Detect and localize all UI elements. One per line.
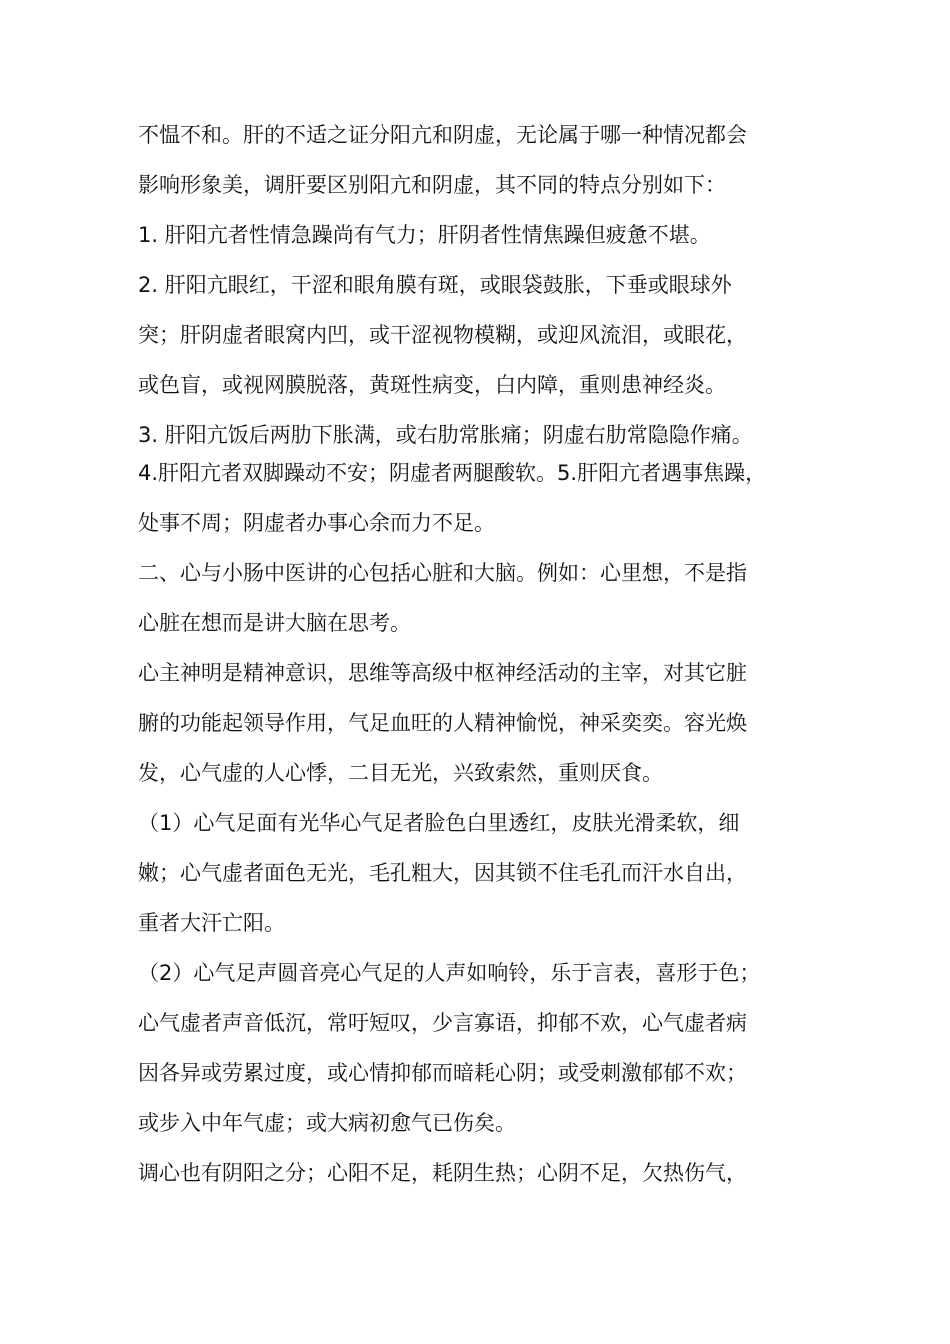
text-line: 重者大汗亡阳。 <box>138 911 285 935</box>
text-line: 3. 肝阳亢饭后两肋下胀满，或右肋常胀痛；阴虚右肋常隐隐作痛。 <box>138 423 753 447</box>
text-line: 调心也有阴阳之分；心阳不足，耗阴生热；心阴不足，欠热伤气， <box>138 1161 747 1185</box>
text-line: 4.肝阳亢者双脚躁动不安；阴虚者两腿酸软。5.肝阳亢者遇事焦躁， <box>138 461 767 485</box>
text-line: （2）心气足声圆音亮心气足的人声如响铃，乐于言表，喜形于色； <box>138 961 761 985</box>
text-line: 处事不周；阴虚者办事心余而力不足。 <box>138 511 495 535</box>
text-line: 心脏在想而是讲大脑在思考。 <box>138 611 411 635</box>
text-line: 影响形象美，调肝要区别阳亢和阴虚，其不同的特点分别如下： <box>138 173 726 197</box>
text-line: 突；肝阴虚者眼窝内凹，或干涩视物模糊，或迎风流泪，或眼花， <box>138 323 747 347</box>
text-line: 发，心气虚的人心悸，二目无光，兴致索然，重则厌食。 <box>138 761 663 785</box>
text-line: 1. 肝阳亢者性情急躁尚有气力；肝阴者性情焦躁但疲惫不堪。 <box>138 223 711 247</box>
text-line: 心主神明是精神意识，思维等高级中枢神经活动的主宰，对其它脏 <box>138 661 747 685</box>
text-line: 腑的功能起领导作用，气足血旺的人精神愉悦，神采奕奕。容光焕 <box>138 711 747 735</box>
text-line: 二、心与小肠中医讲的心包括心脏和大脑。例如：心里想，不是指 <box>138 561 747 585</box>
text-line: （1）心气足面有光华心气足者脸色白里透红，皮肤光滑柔软，细 <box>138 811 740 835</box>
text-line: 2. 肝阳亢眼红，干涩和眼角膜有斑，或眼袋鼓胀，下垂或眼球外 <box>138 273 732 297</box>
text-line: 嫩；心气虚者面色无光，毛孔粗大，因其锁不住毛孔而汗水自出， <box>138 861 747 885</box>
text-line: 因各异或劳累过度，或心情抑郁而暗耗心阴；或受刺激郁郁不欢； <box>138 1061 747 1085</box>
text-line: 或步入中年气虚；或大病初愈气已伤矣。 <box>138 1111 516 1135</box>
body-text <box>138 116 838 1204</box>
text-line: 或色盲，或视网膜脱落，黄斑性病变，白内障，重则患神经炎。 <box>138 373 726 397</box>
text-line: 不愠不和。肝的不适之证分阳亢和阴虚，无论属于哪一种情况都会 <box>138 123 747 147</box>
text-line: 心气虚者声音低沉，常吁短叹，少言寡语，抑郁不欢，心气虚者病 <box>138 1011 747 1035</box>
